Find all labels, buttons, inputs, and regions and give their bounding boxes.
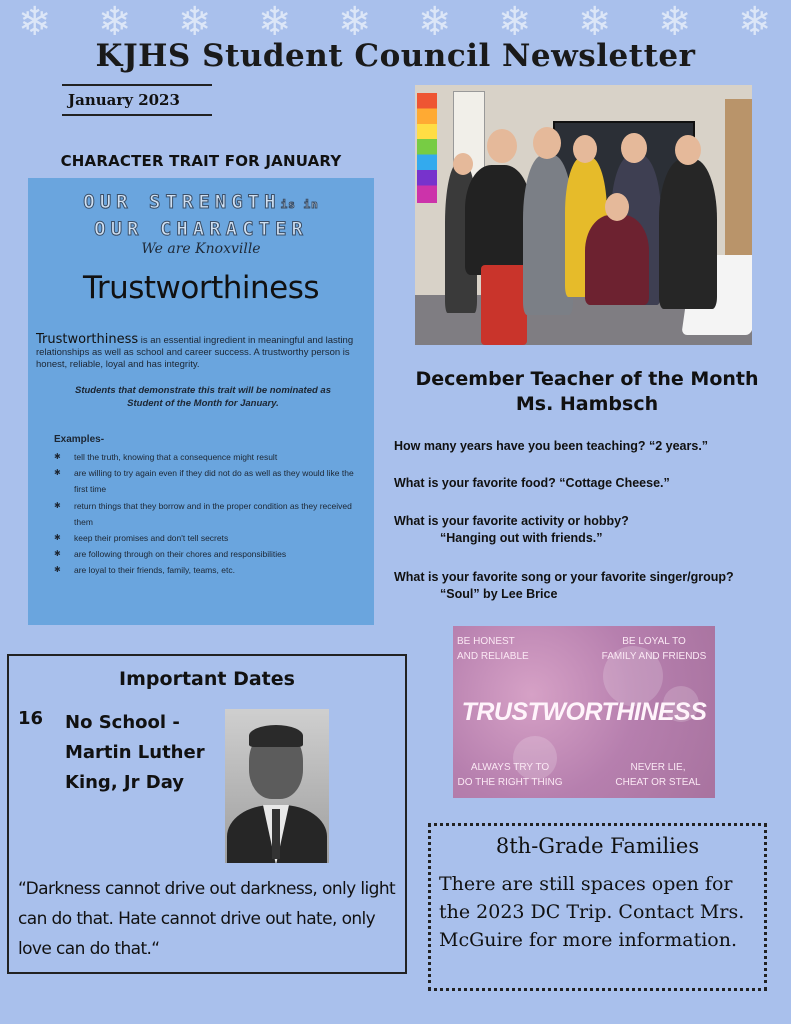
poster-line1: OUR STRENGTH	[83, 191, 281, 213]
qa-answer: “2 years.”	[648, 439, 709, 453]
list-item: ✱ tell the truth, knowing that a consequence might result	[54, 449, 354, 465]
qa-item	[394, 438, 784, 455]
snowflake-icon: ❄	[658, 0, 692, 45]
student-head	[621, 133, 647, 163]
student-figure	[585, 215, 649, 305]
student-pants	[481, 265, 527, 345]
wall-chart-decor	[417, 93, 437, 203]
student-council-photo	[415, 85, 752, 345]
poster-description	[36, 334, 368, 371]
qa-question: What is your favorite song or your favorite singer/group?	[394, 570, 734, 584]
teacher-name: Ms. Hambsch	[515, 393, 659, 415]
poster-is-in: is in	[280, 198, 319, 211]
mlk-quote: “Darkness cannot drive out darkness, only light can do that. Hate cannot drive out hate, only love can do that.“	[18, 879, 396, 959]
qa-item	[394, 513, 784, 547]
snowflake-icon: ❄	[738, 0, 772, 45]
poster-description-text: is an essential ingredient in meaningful and lasting relationships as well as school and career success. A trustworthy person is honest, reliable, loyal and has integrity.	[36, 335, 354, 370]
trust-center-word: TRUSTWORTHINESS	[461, 698, 707, 726]
portrait-hair	[249, 725, 303, 747]
snowflake-icon: ❄	[18, 0, 52, 45]
snowflake-icon: ❄	[418, 0, 452, 45]
qa-question: How many years have you been teaching?	[394, 439, 646, 453]
qa-question: What is your favorite food?	[394, 476, 556, 490]
teacher-heading-line1: December Teacher of the Month	[415, 368, 759, 390]
student-head	[573, 135, 597, 163]
qa-answer: “Soul” by Lee Brice	[440, 587, 558, 601]
date-event: No School - Martin Luther King, Jr Day	[65, 712, 205, 793]
poster-examples-heading: Examples-	[54, 434, 105, 445]
list-item: ✱ are following through on their chores and responsibilities	[54, 546, 354, 562]
student-figure	[659, 159, 717, 309]
poster-subtitle: We are Knoxville	[141, 241, 261, 257]
snowflake-icon: ❄	[98, 0, 132, 45]
poster-line2: OUR CHARACTER	[94, 218, 308, 240]
trustworthiness-poster	[28, 178, 374, 625]
snowflake-icon: ❄	[178, 0, 212, 45]
trust-bottom-right: NEVER LIE, CHEAT OR STEAL	[615, 762, 701, 788]
student-head	[675, 135, 701, 165]
families-body: There are still spaces open for the 2023 DC Trip. Contact Mrs. McGuire for more information.	[439, 873, 745, 951]
newsletter-date: January 2023	[62, 84, 212, 116]
poster-description-lead: Trustworthiness	[36, 332, 139, 347]
list-item: ✱ are willing to try again even if they did not do as well as they would like the first time	[54, 465, 354, 497]
character-trait-heading: CHARACTER TRAIT FOR JANUARY	[60, 152, 342, 170]
student-figure	[465, 165, 531, 275]
qa-item	[394, 475, 784, 492]
student-head	[487, 129, 517, 163]
eighth-grade-families-box	[428, 823, 767, 991]
qa-answer: “Hanging out with friends.”	[440, 531, 603, 545]
list-item: ✱ return things that they borrow and in the proper condition as they received them	[54, 498, 354, 530]
student-head	[605, 193, 629, 221]
trust-top-left: BE HONEST AND RELIABLE	[457, 636, 529, 662]
mlk-portrait	[225, 709, 329, 863]
poster-trait: Trustworthiness	[82, 270, 320, 306]
qa-item	[394, 569, 784, 603]
snowflake-icon: ❄	[578, 0, 612, 45]
trust-bottom-left: ALWAYS TRY TO DO THE RIGHT THING	[457, 762, 563, 788]
list-item: ✱ are loyal to their friends, family, teams, etc.	[54, 562, 354, 578]
newsletter-title: KJHS Student Council Newsletter	[95, 38, 696, 74]
date-day: 16	[18, 708, 44, 729]
families-heading: 8th-Grade Families	[495, 834, 700, 858]
important-dates-box	[7, 654, 407, 974]
poster-examples-list	[54, 449, 354, 579]
teacher-of-month-heading	[392, 367, 782, 417]
poster-strength-heading	[28, 190, 374, 242]
portrait-tie	[272, 809, 280, 859]
student-head	[453, 153, 473, 175]
snowflake-icon: ❄	[258, 0, 292, 45]
trust-top-right: BE LOYAL TO FAMILY AND FRIENDS	[601, 636, 707, 662]
snowflake-icon: ❄	[338, 0, 372, 45]
student-head	[533, 127, 561, 159]
qa-answer: “Cottage Cheese.”	[559, 476, 670, 490]
snowflake-icon: ❄	[498, 0, 532, 45]
important-dates-heading: Important Dates	[119, 668, 295, 690]
trustworthiness-graphic	[453, 626, 715, 798]
poster-nomination: Students that demonstrate this trait will be nominated as Student of the Month for January.	[74, 385, 331, 409]
list-item: ✱ keep their promises and don't tell secrets	[54, 530, 354, 546]
qa-question: What is your favorite activity or hobby?	[394, 514, 629, 528]
